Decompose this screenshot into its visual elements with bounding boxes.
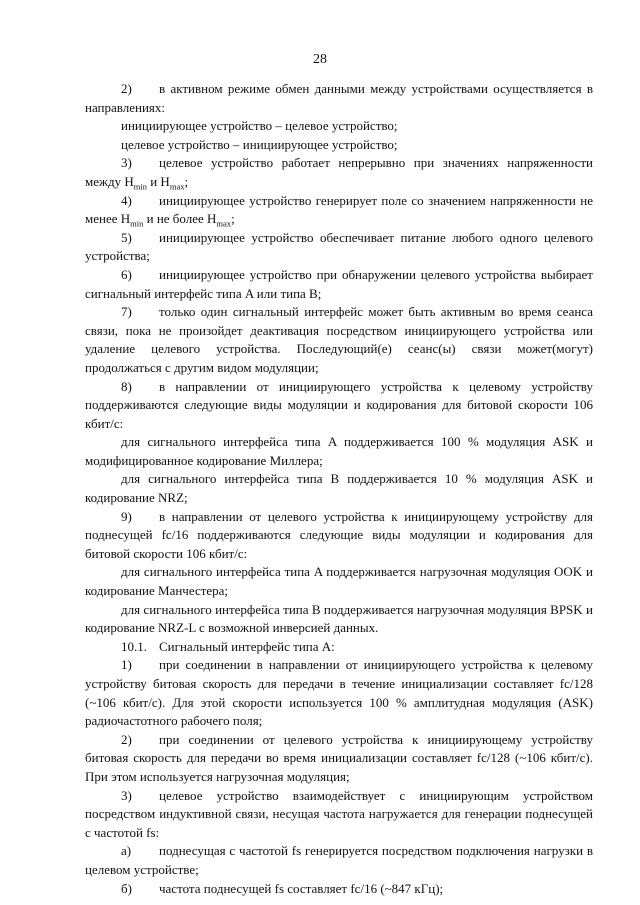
paragraph xyxy=(85,154,593,191)
item-number: 2) xyxy=(121,731,132,747)
paragraph-text: для сигнального интерфейса типа B поддерживается 10 % модуляция ASK и кодирование NRZ; xyxy=(85,471,593,506)
paragraph-text: ; xyxy=(184,173,189,189)
paragraph xyxy=(85,136,593,155)
paragraph-text: инициирующее устройство обеспечивает питание любого одного целевого устройства; xyxy=(85,229,593,264)
item-number: 3) xyxy=(121,787,132,803)
item-number: 4) xyxy=(121,192,132,208)
item-number: 3) xyxy=(121,155,132,171)
paragraph-text: при соединении от целевого устройства к инициирующему устройству битовая скорость для передачи во время инициализации составляет fc/128 (~106 кбит/с). При этом используется нагрузочная модуляция; xyxy=(85,731,593,784)
paragraph xyxy=(85,378,593,434)
paragraph-text: и H xyxy=(146,173,170,189)
paragraph xyxy=(85,638,593,657)
paragraph-text: при соединении в направлении от инициирующего устройства к целевому устройству битовая скорость для передачи в течение инициализации составляет fc/128 (~106 кбит/с). Для этой скорости используется 100 % амплитудная модуляция (ASK) радиочастотного рабочего поля; xyxy=(85,657,593,729)
item-number: 8) xyxy=(121,378,132,394)
item-number: 2) xyxy=(121,81,132,96)
paragraph-text: целевое устройство взаимодействует с инициирующим устройством посредством индуктивной связи, несущая частота нагружается для генерации поднесущей с частотой fs: xyxy=(85,787,593,840)
subscript: min xyxy=(133,181,147,192)
item-number: 7) xyxy=(121,304,132,320)
paragraph-text: инициирующее устройство генерирует поле со значением напряженности не менее H xyxy=(85,192,593,227)
item-number: 9) xyxy=(121,508,132,524)
paragraph-text: в направлении от инициирующего устройства к целевому устройству поддерживаются следующие виды модуляции и кодирования для битовой скорости 106 кбит/с: xyxy=(85,378,593,431)
paragraph xyxy=(85,601,593,638)
subscript: min xyxy=(130,218,144,229)
paragraph xyxy=(85,880,593,899)
paragraph-text: частота поднесущей fs составляет fc/16 (~847 кГц); xyxy=(159,880,444,896)
paragraph-text: для сигнального интерфейса типа A поддерживается 100 % модуляция ASK и модифицированное кодирование Миллера; xyxy=(85,434,593,468)
paragraph-text: только один сигнальный интерфейс может быть активным во время сеанса связи, пока не произойдет деактивация посредством инициирующего устройства или удаление целевого устройства. Последующий(е) сеанс(ы) связи может(могут) продолжаться с другим видом модуляции; xyxy=(85,304,593,375)
paragraph xyxy=(85,80,593,117)
paragraph xyxy=(85,266,593,303)
paragraph-text: для сигнального интерфейса типа A поддерживается нагрузочная модуляция OOK и кодирование Манчестера; xyxy=(85,564,593,599)
section-number: 10.1. xyxy=(121,638,147,654)
paragraph-text: инициирующее устройство – целевое устройство; xyxy=(121,118,398,134)
paragraph xyxy=(85,508,593,564)
item-number: б) xyxy=(121,880,132,896)
paragraph xyxy=(85,117,593,136)
paragraph-text: в направлении от целевого устройства к инициирующему устройству для поднесущей fc/16 поддерживаются следующие виды модуляции и кодирования для битовой скорости 106 кбит/с: xyxy=(85,508,593,561)
paragraph-text: инициирующее устройство при обнаружении целевого устройства выбирает сигнальный интерфейс типа A или типа B; xyxy=(85,266,593,301)
paragraph xyxy=(85,192,593,229)
item-number: 6) xyxy=(121,266,132,282)
paragraph-text: целевое устройство работает непрерывно при значениях напряженности между H xyxy=(85,155,593,189)
paragraph xyxy=(85,731,593,787)
paragraph-text: Сигнальный интерфейс типа A: xyxy=(159,638,335,654)
paragraph xyxy=(85,787,593,843)
page-number: 28 xyxy=(313,52,327,67)
subscript: max xyxy=(216,218,232,229)
paragraph xyxy=(85,563,593,600)
item-number: а) xyxy=(121,843,132,859)
paragraph-text: для сигнального интерфейса типа B поддерживается нагрузочная модуляция BPSK и кодирование NRZ-L с возможной инверсией данных. xyxy=(85,601,593,636)
paragraph xyxy=(85,433,593,470)
paragraph xyxy=(85,842,593,879)
document-body xyxy=(85,80,593,898)
paragraph xyxy=(85,229,593,266)
item-number: 5) xyxy=(121,229,132,245)
paragraph-text: в активном режиме обмен данными между устройствами осуществляется в направлениях: xyxy=(85,81,593,115)
paragraph-text: и не более H xyxy=(143,211,217,227)
paragraph xyxy=(85,303,593,377)
paragraph xyxy=(85,656,593,730)
paragraph xyxy=(85,470,593,507)
subscript: max xyxy=(169,181,185,192)
paragraph-text: ; xyxy=(231,211,235,227)
item-number: 1) xyxy=(121,657,132,673)
paragraph-text: поднесущая с частотой fs генерируется посредством подключения нагрузки в целевом устройстве; xyxy=(85,843,593,877)
paragraph-text: целевое устройство – инициирующее устройство; xyxy=(121,136,398,152)
